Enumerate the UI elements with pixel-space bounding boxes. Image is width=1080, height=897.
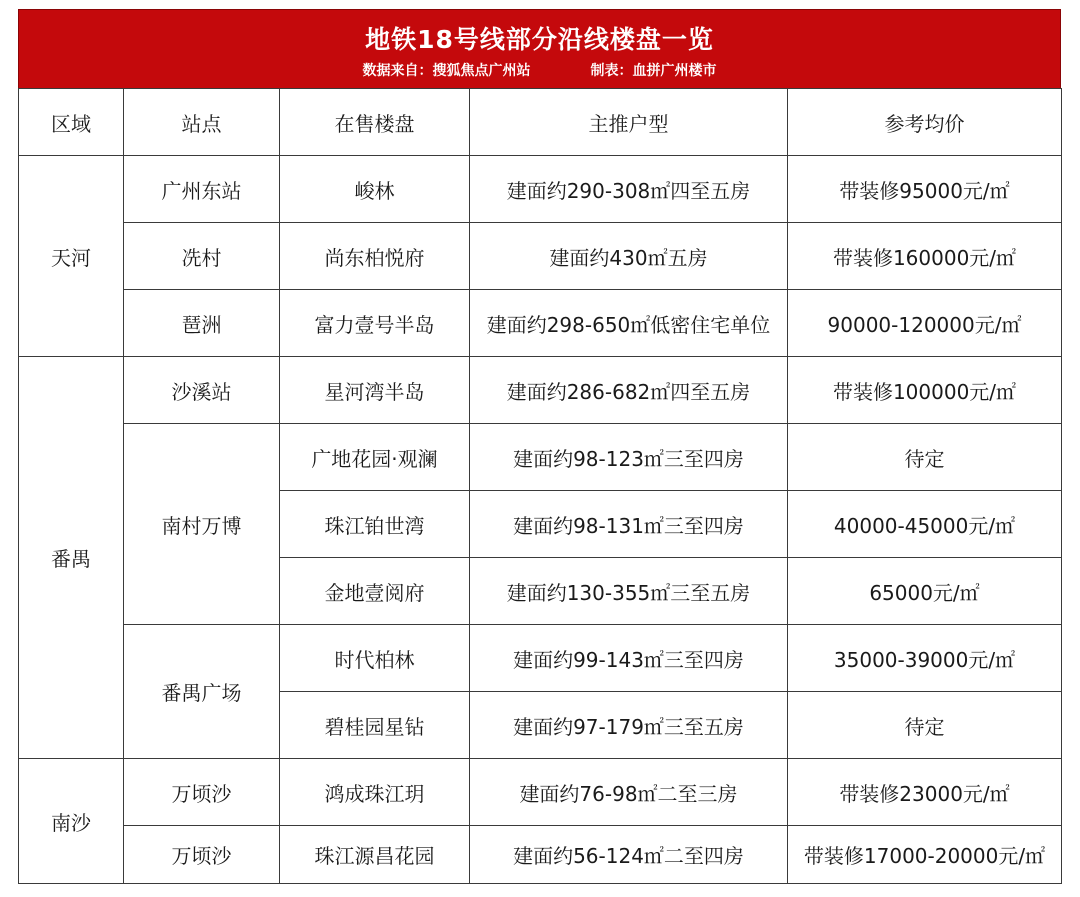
project-cell: 富力壹号半岛 <box>280 290 470 357</box>
layout-cell: 建面约430㎡五房 <box>470 223 788 290</box>
project-cell: 金地壹阅府 <box>280 558 470 625</box>
author-note: 制表：血拼广州楼市 <box>590 63 717 79</box>
price-cell: 待定 <box>788 692 1062 759</box>
table-row <box>19 156 1062 223</box>
table-title-banner <box>18 9 1061 89</box>
price-cell: 65000元/㎡ <box>788 558 1062 625</box>
project-cell: 峻林 <box>280 156 470 223</box>
layout-cell: 建面约98-131㎡三至四房 <box>470 491 788 558</box>
page-title: 地铁18号线部分沿线楼盘一览 <box>365 25 714 54</box>
column-header-layout: 主推户型 <box>470 89 788 156</box>
region-cell: 番禺 <box>19 357 124 759</box>
column-header-price: 参考均价 <box>788 89 1062 156</box>
price-cell: 40000-45000元/㎡ <box>788 491 1062 558</box>
project-cell: 珠江铂世湾 <box>280 491 470 558</box>
column-header-station: 站点 <box>124 89 280 156</box>
source-note: 数据来自：搜狐焦点广州站 <box>362 63 531 79</box>
price-cell: 带装修160000元/㎡ <box>788 223 1062 290</box>
station-cell: 冼村 <box>124 223 280 290</box>
table-row <box>19 357 1062 424</box>
table-row <box>19 625 1062 692</box>
region-cell: 南沙 <box>19 759 124 884</box>
station-cell: 万顷沙 <box>124 826 280 884</box>
table-row <box>19 290 1062 357</box>
table-row <box>19 826 1062 884</box>
region-cell: 天河 <box>19 156 124 357</box>
layout-cell: 建面约99-143㎡三至四房 <box>470 625 788 692</box>
price-cell: 90000-120000元/㎡ <box>788 290 1062 357</box>
project-cell: 鸿成珠江玥 <box>280 759 470 826</box>
project-cell: 尚东柏悦府 <box>280 223 470 290</box>
layout-cell: 建面约98-123㎡三至四房 <box>470 424 788 491</box>
price-cell: 带装修100000元/㎡ <box>788 357 1062 424</box>
layout-cell: 建面约298-650㎡低密住宅单位 <box>470 290 788 357</box>
table-row <box>19 223 1062 290</box>
table-header-row <box>19 89 1062 156</box>
price-cell: 待定 <box>788 424 1062 491</box>
station-cell: 南村万博 <box>124 424 280 625</box>
table-row <box>19 424 1062 491</box>
project-cell: 星河湾半岛 <box>280 357 470 424</box>
station-cell: 琶洲 <box>124 290 280 357</box>
station-cell: 广州东站 <box>124 156 280 223</box>
station-cell: 沙溪站 <box>124 357 280 424</box>
layout-cell: 建面约56-124㎡二至四房 <box>470 826 788 884</box>
project-cell: 广地花园·观澜 <box>280 424 470 491</box>
property-table <box>18 88 1062 884</box>
column-header-region: 区域 <box>19 89 124 156</box>
station-cell: 万顷沙 <box>124 759 280 826</box>
project-cell: 碧桂园星钻 <box>280 692 470 759</box>
price-cell: 35000-39000元/㎡ <box>788 625 1062 692</box>
layout-cell: 建面约130-355㎡三至五房 <box>470 558 788 625</box>
column-header-project: 在售楼盘 <box>280 89 470 156</box>
project-cell: 珠江源昌花园 <box>280 826 470 884</box>
layout-cell: 建面约97-179㎡三至五房 <box>470 692 788 759</box>
station-cell: 番禺广场 <box>124 625 280 759</box>
price-cell: 带装修17000-20000元/㎡ <box>788 826 1062 884</box>
layout-cell: 建面约290-308㎡四至五房 <box>470 156 788 223</box>
layout-cell: 建面约76-98㎡二至三房 <box>470 759 788 826</box>
project-cell: 时代柏林 <box>280 625 470 692</box>
price-cell: 带装修95000元/㎡ <box>788 156 1062 223</box>
subtitle <box>19 60 1060 80</box>
table-row <box>19 759 1062 826</box>
layout-cell: 建面约286-682㎡四至五房 <box>470 357 788 424</box>
price-cell: 带装修23000元/㎡ <box>788 759 1062 826</box>
